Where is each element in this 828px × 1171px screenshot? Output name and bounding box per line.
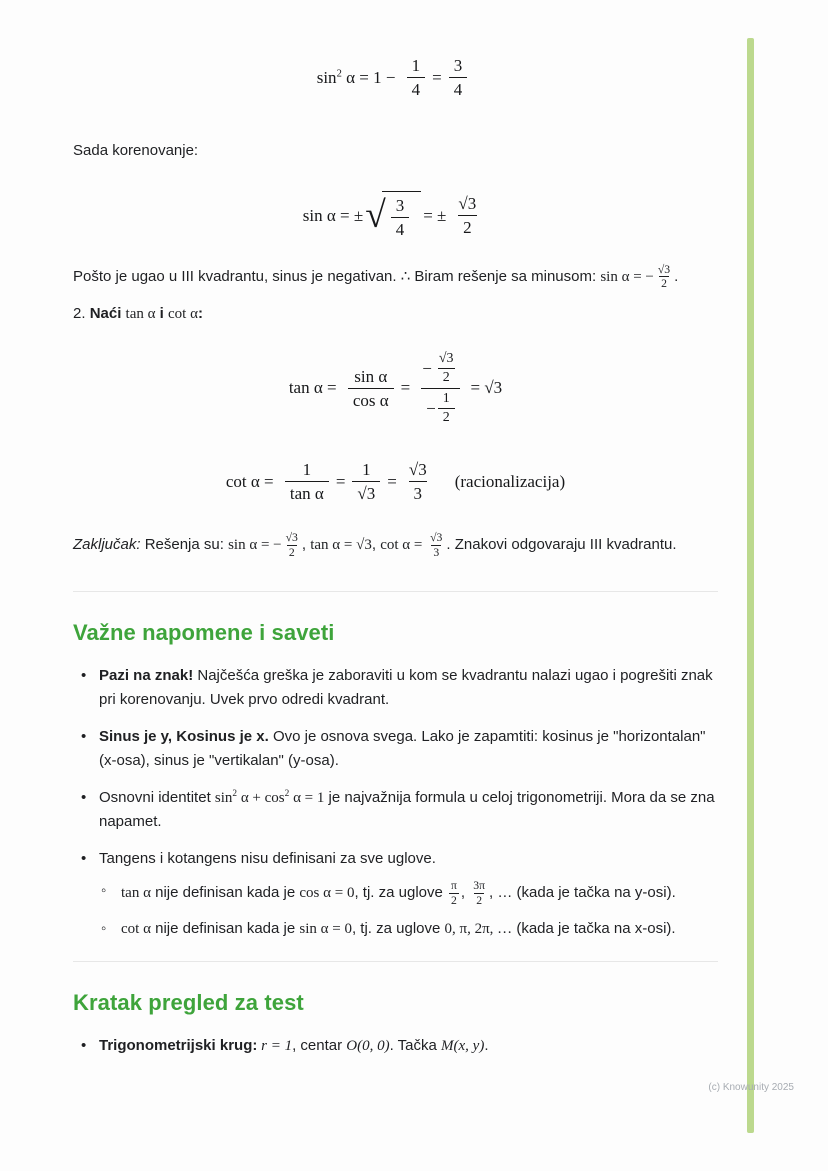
watermark-knowunity: (c) Knowunity 2025 [708,1082,794,1093]
math-run: tan α = √3 [310,537,372,554]
equals-sign: = [400,378,411,398]
math-run: α + cos [237,790,285,807]
math-run: sin α = − [228,537,282,554]
math-run: cot α [121,921,151,938]
fraction-numerator: sin α [354,366,388,386]
math-fn: sin [214,790,233,807]
text-run: Osnovni identitet [99,789,215,807]
fraction-denominator: 4 [391,217,410,241]
equals-sign: = [387,471,397,491]
radical-sign: √ [365,194,386,236]
fraction-denominator: 2 [458,215,477,239]
fraction-numerator: 1 [442,390,450,406]
text-racionalizacija: (racionalizacija) [454,471,566,491]
bold-run: Naći [89,304,126,322]
sub-bullet-tan [99,879,718,907]
math-result: = √3 [470,378,503,398]
text-run: je najvažnija formula u celoj trigonometriji. Mora da se zna napamet. [99,789,715,831]
sublist-nedefinisani [99,879,718,941]
math-run: sin α = 0 [299,921,352,938]
fraction-denominator: tan α [285,481,329,505]
math-run: tan α [125,305,156,322]
fraction-numerator: √3 [430,531,443,545]
text-run: . Znakovi odgovaraju III kvadrantu. [446,536,677,554]
fraction-numerator: √3 [438,350,454,366]
text-run: nije definisan kada je [150,884,300,902]
exponent: 2 [284,789,290,800]
fraction [285,458,329,506]
text-run: nije definisan kada je [150,920,300,938]
text-run: , [371,536,381,554]
text-run: Pošto je ugao u III kvadrantu, sinus je negativan. ∴ Biram rešenje sa minusom: [73,267,601,285]
math-run: r = 1 [257,1038,293,1055]
inline-fraction [284,531,300,559]
fraction-denominator: 2 [288,545,295,559]
fraction-denominator: 3 [433,545,440,559]
fraction [407,54,426,102]
inline-fraction [656,263,672,291]
paragraph-kvadrant [73,263,718,291]
fraction-denominator: cos α [348,388,394,412]
text-sada-korenovanje: Sada korenovanje: [73,141,199,159]
exponent: 2 [232,789,238,800]
fraction-denominator: 2 [438,368,455,387]
fraction-denominator: 4 [449,77,468,101]
formula-tangens [73,349,718,428]
inline-fraction [428,531,444,559]
item-number: 2. [73,304,90,322]
fraction-numerator: √3 [285,531,298,545]
text-run: , tj. za uglove [354,884,448,902]
fraction [391,194,410,242]
fraction-numerator: √3 [408,459,427,479]
text-run: Najčešća greška je zaboraviti u kom se kvadrantu nalazi ugao i pogrešiti znak pri korenovanju. Uvek prvo odredi kvadrant. [99,667,713,709]
fraction [404,458,432,506]
fraction [352,458,380,506]
section-divider [73,961,718,962]
math-run: cos α = 0 [299,885,355,902]
fraction-numerator: π [451,879,457,893]
fraction [453,192,481,240]
math-run: tan α [121,885,151,902]
list-pregled [73,1034,718,1058]
fraction-numerator: √3 [657,263,671,276]
radicand [382,191,422,242]
bullet-trigonometrijski-krug [77,1034,718,1058]
inline-fraction [471,879,487,907]
item-2-heading [73,305,718,323]
bold-run: Trigonometrijski krug: [99,1037,258,1055]
fraction [348,365,394,413]
math-run [215,790,324,806]
fraction-denominator [421,388,460,428]
fraction-denominator: 4 [407,77,426,101]
math-run: O(0, 0) [346,1038,390,1055]
bullet-pazi-na-znak [77,664,718,712]
minus-sign: − [422,358,432,378]
fraction-numerator: 1 [362,459,371,479]
fraction-nested [417,349,463,428]
text-run: , centar [292,1037,347,1055]
exponent: 2 [336,68,342,80]
bold-run: Pazi na znak! [99,667,194,685]
formula-sin-squared [73,54,718,102]
fraction-denominator: 2 [476,893,483,907]
fraction-denominator: 2 [661,277,667,291]
formula-kotangens [73,458,718,506]
fraction-denominator: 3 [409,481,428,505]
zakljucak-label: Zaključak: [73,536,141,554]
minus-sign: − [426,398,436,418]
formula-sin-root [73,191,718,242]
text-run: . Tačka [389,1037,442,1055]
math-fn: sin [316,67,337,87]
text-run: , tj. za uglove [351,920,445,938]
document-content [73,48,718,1078]
text-run: , [460,884,470,902]
fraction-numerator: 3 [395,195,405,215]
math-run: α = 1 − [341,67,400,87]
fraction-numerator: 1 [302,459,312,479]
text-run: Tangens i kotangens nisu definisani za sve uglove. [99,850,436,868]
math-run: cot α = [380,537,427,554]
fraction-numerator [417,349,463,388]
list-napomene [73,664,718,941]
text-run: Rešenja su: [140,536,229,554]
fraction-numerator: 1 [411,56,421,75]
math-run [317,68,400,88]
text-run: Ovo je osnova svega. Lako je zapamtiti: kosinus je "horizontalan" (x-osa), sinus je "vertikalan" (y-osa). [99,728,706,770]
bullet-sinus-kosinus [77,725,718,773]
inner-fraction [438,390,455,427]
paragraph-zakljucak [73,531,718,559]
math-run: M(x, y) [441,1038,485,1055]
bold-run: i [155,304,168,322]
sub-bullet-cot [99,917,718,941]
square-root [365,191,421,242]
inner-fraction [434,350,459,387]
bold-run: : [197,304,203,322]
equals-sign: = [432,67,442,87]
fraction-denominator: 2 [451,893,457,907]
text-run: . [484,1037,489,1055]
text-run: , … (kada je tačka na y-osi). [489,884,676,902]
section-divider [73,591,718,592]
math-run: = ± [423,205,447,225]
heading-kratak-pregled: Kratak pregled za test [73,990,304,1016]
bold-run: Sinus je y, Kosinus je x. [99,728,269,746]
fraction-denominator: √3 [352,481,380,505]
equals-sign: = [335,471,346,491]
fraction [449,54,468,102]
accent-bar [747,38,754,1133]
text-run: . [674,267,679,285]
bullet-tangens-kotangens [77,847,718,941]
fraction-numerator: 3 [453,56,463,75]
bullet-osnovni-identitet [77,786,718,834]
fraction-numerator: 3π [473,879,486,893]
math-run: cot α [168,305,198,322]
math-run: 0, π, 2π, … [444,921,513,938]
heading-vazne-napomene: Važne napomene i saveti [73,620,335,646]
text-run: (kada je tačka na x-osi). [512,920,676,938]
math-run: sin α = − [600,268,654,285]
math-run: α = 1 [289,790,325,807]
inline-fraction [449,879,459,907]
fraction-numerator: √3 [458,194,477,213]
math-run: cot α = [225,471,278,491]
text-run: , [301,536,311,554]
fraction-denominator: 2 [438,408,455,427]
math-run: sin α = ± [302,205,364,225]
math-run: tan α = [288,378,341,398]
